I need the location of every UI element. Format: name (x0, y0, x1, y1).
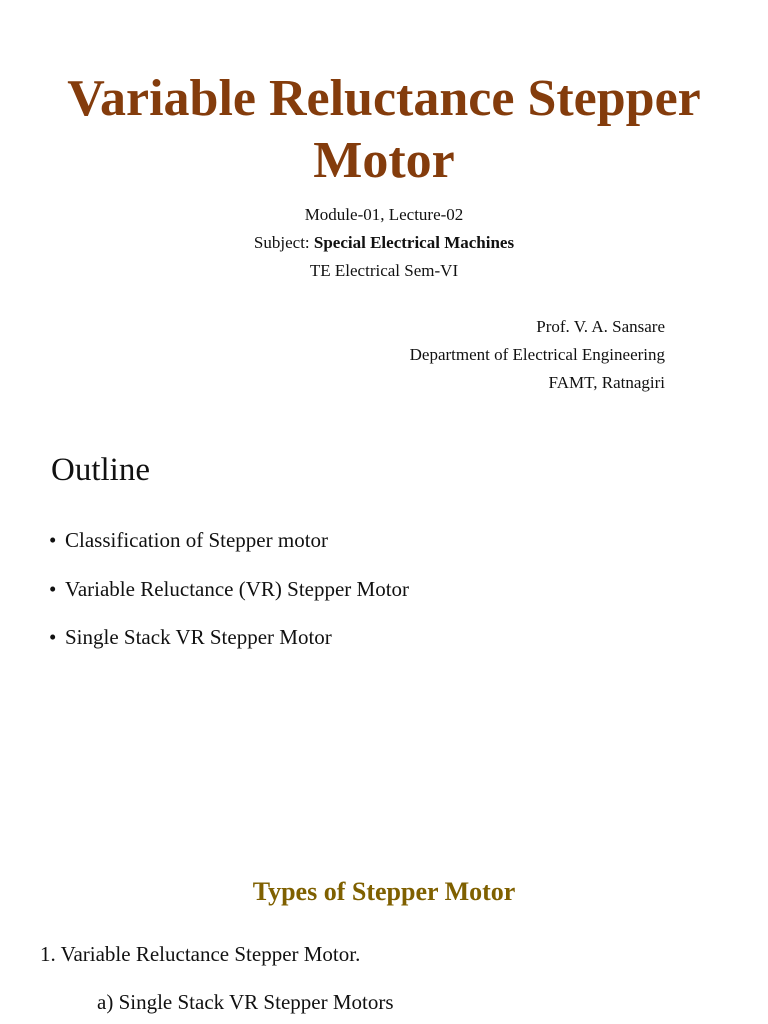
outline-list (49, 525, 409, 671)
class-semester: TE Electrical Sem-VI (309, 261, 459, 280)
outline-slide (0, 420, 768, 820)
main-title-line-2: Motor (313, 132, 455, 189)
list-item (49, 574, 409, 604)
bullet-icon: • (49, 625, 57, 649)
bullet-icon: • (49, 528, 57, 552)
types-heading: Types of Stepper Motor (252, 877, 516, 906)
list-item (49, 622, 409, 652)
main-title-line-1: Variable Reluctance Stepper (67, 70, 701, 127)
institute-name: FAMT, Ratnagiri (548, 373, 665, 392)
bullet-icon: • (49, 576, 57, 601)
list-item (49, 525, 409, 555)
list-item-text: Single Stack VR Stepper Motor (65, 625, 332, 649)
author-name: Prof. V. A. Sansare (536, 317, 665, 336)
subject-line (0, 232, 768, 254)
outline-heading: Outline (51, 452, 150, 488)
subject-prefix: Subject: (253, 233, 314, 252)
list-item-text: Classification of Stepper motor (65, 528, 329, 552)
subject-name: Special Electrical Machines (313, 233, 515, 252)
department-name: Department of Electrical Engineering (409, 345, 665, 364)
module-lecture: Module-01, Lecture-02 (304, 205, 464, 224)
types-slide (0, 820, 768, 1024)
types-item-1a: a) Single Stack VR Stepper Motors (97, 990, 394, 1014)
title-slide (0, 0, 768, 420)
main-title (0, 68, 768, 192)
list-item-text: Variable Reluctance (VR) Stepper Motor (65, 576, 410, 601)
types-item-1: 1. Variable Reluctance Stepper Motor. (40, 942, 361, 966)
